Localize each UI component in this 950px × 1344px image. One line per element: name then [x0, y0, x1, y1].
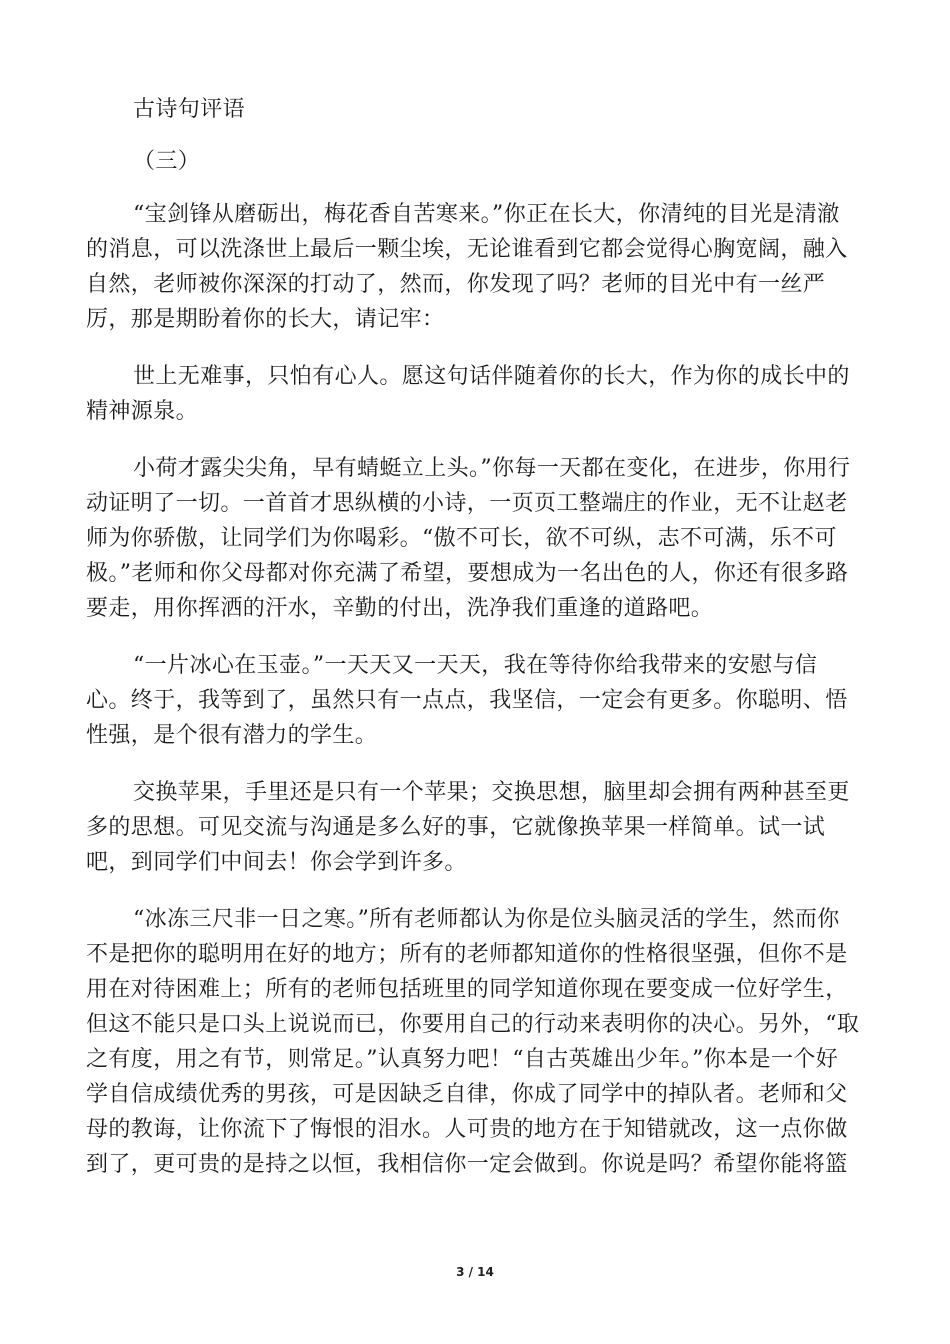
paragraph-3-line-1: 小荷才露尖尖角，早有蜻蜓立上头。”你每一天都在变化，在进步，你用行	[133, 456, 851, 481]
paragraph-6-line-1: “冰冻三尺非一日之寒。”所有老师都认为你是位头脑灵活的学生，然而你	[133, 907, 840, 932]
paragraph-6-line-2: 不是把你的聪明用在好的地方；所有的老师都知道你的性格很坚强，但你不是	[86, 942, 848, 967]
section-heading: （三）	[133, 149, 201, 174]
paragraph-4-line-3: 性强，是个很有潜力的学生。	[86, 723, 378, 748]
paragraph-6-line-3: 用在对待困难上；所有的老师包括班里的同学知道你现在要变成一位好学生，	[86, 977, 848, 1002]
paragraph-6-line-6: 学自信成绩优秀的男孩，可是因缺乏自律，你成了同学中的掉队者。老师和父	[86, 1082, 848, 1107]
paragraph-1-line-1: “宝剑锋从磨砺出，梅花香自苦寒来。”你正在长大，你清纯的目光是清澈	[133, 202, 840, 227]
paragraph-6-line-5: 之有度，用之有节，则常足。”认真努力吧！“自古英雄出少年。”你本是一个好	[86, 1047, 839, 1072]
paragraph-4-line-2: 心。终于，我等到了，虽然只有一点点，我坚信，一定会有更多。你聪明、悟	[86, 688, 848, 713]
paragraph-5-line-1: 交换苹果，手里还是只有一个苹果；交换思想，脑里却会拥有两种甚至更	[133, 780, 850, 805]
paragraph-5-line-3: 吧，到同学们中间去！你会学到许多。	[86, 850, 467, 875]
paragraph-6-line-8: 到了，更可贵的是持之以恒，我相信你一定会做到。你说是吗？希望你能将篮	[86, 1152, 848, 1177]
paragraph-2-line-1: 世上无难事，只怕有心人。愿这句话伴随着你的长大，作为你的成长中的	[133, 364, 850, 389]
paragraph-1-line-2: 的消息，可以洗涤世上最后一颗尘埃，无论谁看到它都会觉得心胸宽阔，融入	[86, 237, 848, 262]
paragraph-3-line-4: 极。”老师和你父母都对你充满了希望，要想成为一名出色的人，你还有很多路	[86, 561, 849, 586]
paragraph-4-line-1: “一片冰心在玉壶。”一天天又一天天，我在等待你给我带来的安慰与信	[133, 653, 818, 678]
paragraph-1-line-3: 自然，老师被你深深的打动了，然而，你发现了吗？老师的目光中有一丝严	[86, 272, 826, 297]
paragraph-1-line-4: 厉，那是期盼着你的长大，请记牢：	[86, 307, 445, 332]
paragraph-6-line-4: 但这不能只是口头上说说而已，你要用自己的行动来表明你的决心。另外，“取	[86, 1012, 860, 1037]
paragraph-3-line-5: 要走，用你挥洒的汗水，辛勤的付出，洗净我们重逢的道路吧。	[86, 596, 714, 621]
paragraph-2-line-2: 精神源泉。	[86, 399, 199, 424]
paragraph-3-line-2: 动证明了一切。一首首才思纵横的小诗，一页页工整端庄的作业，无不让赵老	[86, 491, 848, 516]
paragraph-6-line-7: 母的教诲，让你流下了悔恨的泪水。人可贵的地方在于知错就改，这一点你做	[86, 1117, 848, 1142]
page-number: 3 / 14	[456, 1265, 494, 1279]
document-title: 古诗句评语	[133, 97, 246, 122]
paragraph-3-line-3: 师为你骄傲，让同学们为你喝彩。“傲不可长，欲不可纵，志不可满，乐不可	[86, 526, 837, 551]
paragraph-5-line-2: 多的思想。可见交流与沟通是多么好的事，它就像换苹果一样简单。试一试	[86, 815, 826, 840]
